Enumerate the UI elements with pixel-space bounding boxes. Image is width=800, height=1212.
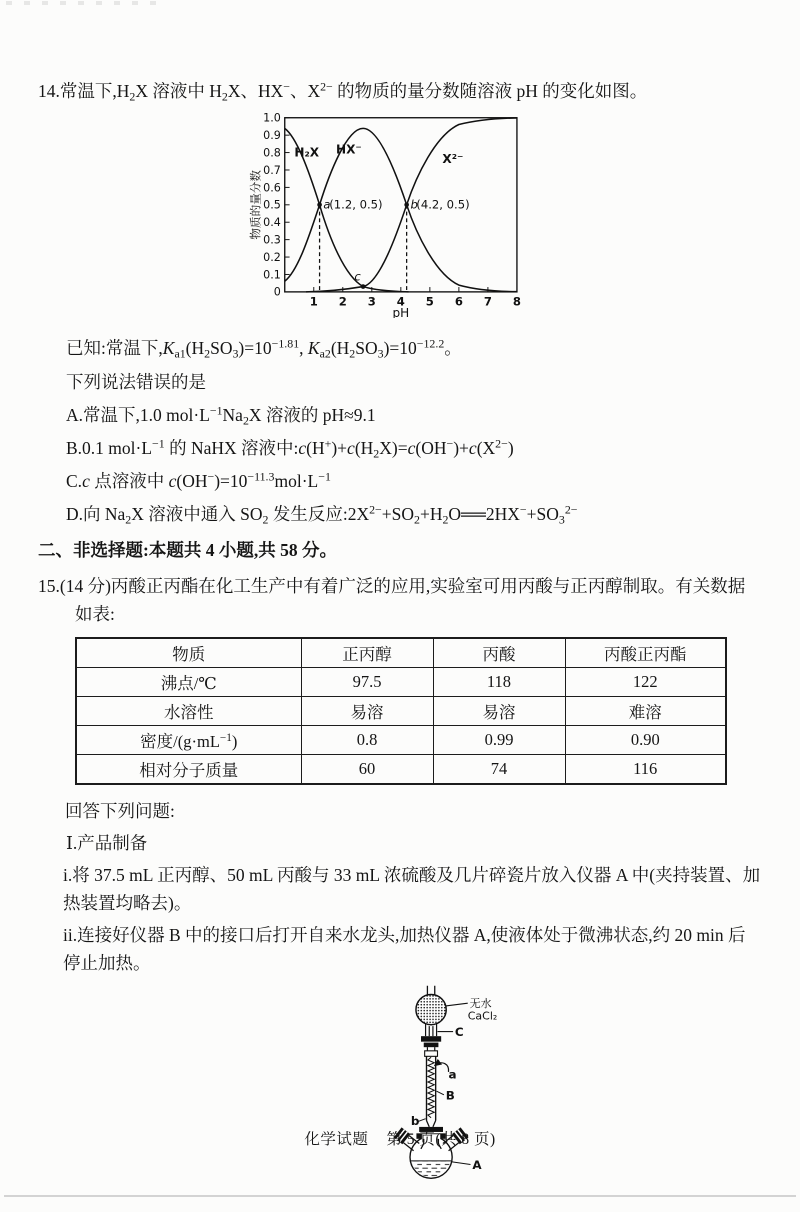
q15-part1-title: Ⅰ.产品制备 <box>66 833 148 853</box>
point-annotations <box>323 198 469 284</box>
footer-page-number: 第 5 页(共 8 页) <box>386 1131 496 1148</box>
y-tick-labels <box>263 112 281 299</box>
leader-b-tube <box>437 1091 444 1095</box>
y-ticks <box>285 118 290 275</box>
cell-sol-ester: 难溶 <box>565 697 726 726</box>
page-footer <box>0 1127 800 1149</box>
cell-sol-propanol: 易溶 <box>301 697 433 726</box>
q14-option-b: B.0.1 $mol\cdot L^{-1}$ 的 NaHX 溶液中$:c(H^+)+c(H_2X)=c(OH^-)+c(X^{2-})$ <box>66 436 514 461</box>
q15-stem: 15.(14 分)丙酸正丙酯在化工生产中有着广泛的应用,实验室可用丙酸与正丙醇制取。有关数据如表: <box>38 576 746 624</box>
cell-density-label: 密度$/(g\cdot mL^{-1})$ <box>76 726 301 755</box>
cell-density-propanol: 0.8 <box>301 726 433 755</box>
svg-text:8: 8 <box>512 294 521 309</box>
svg-text:0.1: 0.1 <box>263 268 281 282</box>
label-x2: X²⁻ <box>442 152 464 167</box>
joint-neck <box>427 1047 434 1051</box>
label-port-a: a <box>448 1067 457 1082</box>
section2-header: 二、非选择题:本题共 4 小题,共 58 分。 <box>38 540 337 560</box>
q14-option-a: A.常温下,1.0 $mol\cdot L^{-1}Na_2X$ 溶液的 pH≈9.1 <box>66 403 376 428</box>
q14-known: 已知:常温下$,K_{a1}(H_2SO_3)=10^{-1.81}$, $K_{a2}(H_2SO_3)=10^{-12.2}$。 <box>66 336 462 361</box>
svg-text:(4.2, 0.5): (4.2, 0.5) <box>416 197 470 212</box>
label-flask-a: A <box>472 1158 482 1173</box>
cell-mm-ester: 116 <box>565 755 726 785</box>
svg-text:(1.2, 0.5): (1.2, 0.5) <box>329 197 383 212</box>
label-c: C <box>454 1025 464 1040</box>
svg-text:0.5: 0.5 <box>263 198 281 212</box>
svg-text:0.7: 0.7 <box>263 163 281 177</box>
condenser-spiral <box>428 1057 434 1118</box>
condenser-taper <box>427 1121 436 1127</box>
cell-density-ester: 0.90 <box>565 726 726 755</box>
q15-step-ii: ii.连接好仪器 B 中的接口后打开自来水龙头,加热仪器 A,使液体处于微沸状态,约 20 min 后停止加热。 <box>63 925 746 973</box>
drying-ball <box>416 994 446 1024</box>
header-propanol: 正丙醇 <box>301 638 433 668</box>
table-row-density <box>76 726 726 755</box>
drying-agent-label-2: CaCl₂ <box>467 1009 498 1023</box>
scan-artifact <box>6 1 156 5</box>
svg-text:b: b <box>410 197 418 212</box>
svg-text:1: 1 <box>309 294 318 309</box>
cell-bp-acid: 118 <box>433 668 565 697</box>
q15-step-i: i.将 37.5 mL 正丙醇、50 mL 丙酸与 33 mL 浓硫酸及几片碎瓷片放入仪器 A 中(夹持装置、加热装置均略去)。 <box>63 865 761 913</box>
svg-text:4: 4 <box>396 294 405 309</box>
cell-sol-label: 水溶性 <box>76 697 301 726</box>
svg-text:0.3: 0.3 <box>263 233 281 247</box>
svg-text:0.2: 0.2 <box>263 250 281 264</box>
point-a <box>317 202 322 207</box>
cell-mm-acid: 74 <box>433 755 565 785</box>
svg-text:a: a <box>323 197 331 212</box>
q15-data-table <box>75 637 727 785</box>
label-h2x: H₂X <box>294 145 320 160</box>
joint-collar <box>425 1051 438 1057</box>
header-ester: 丙酸正丙酯 <box>565 638 726 668</box>
apparatus-diagram <box>376 983 762 1186</box>
cell-mm-label: 相对分子质量 <box>76 755 301 785</box>
arrow-port-a <box>435 1063 449 1072</box>
svg-text:c: c <box>354 269 361 284</box>
table-row-solubility <box>76 697 726 726</box>
label-port-b: b <box>410 1114 420 1129</box>
svg-text:0.9: 0.9 <box>263 129 281 143</box>
label-b-tube: B <box>445 1088 455 1103</box>
scan-edge-line <box>4 1195 796 1197</box>
svg-text:0.4: 0.4 <box>263 216 281 230</box>
stopper-band-top1 <box>421 1036 441 1042</box>
cell-bp-label: 沸点/℃ <box>76 668 301 697</box>
table-header-row <box>76 638 726 668</box>
svg-text:1.0: 1.0 <box>263 111 281 125</box>
q14-prompt: 下列说法错误的是 <box>66 372 206 392</box>
apparatus-svg <box>376 983 532 1181</box>
cell-bp-ester: 122 <box>565 668 726 697</box>
leader-flask-a <box>451 1162 470 1165</box>
svg-text:0.8: 0.8 <box>263 146 281 160</box>
q14-stem: 14.常温下$,H_2X$ 溶液中 $H_2X$、HX−、$X^{2-}$ 的物质的量分数随溶液 pH 的变化如图。 <box>38 79 648 104</box>
header-substance: 物质 <box>76 638 301 668</box>
svg-text:2: 2 <box>338 294 347 309</box>
q14-option-d: D.向 $Na_2X$ 溶液中通入 $SO_2$ 发生反应$:2X^{2-}+SO_2+H_2O══2HX^-+SO_3^{2-}$ <box>66 502 578 527</box>
q14-chart <box>246 110 762 323</box>
cell-density-acid: 0.99 <box>433 726 565 755</box>
cell-bp-propanol: 97.5 <box>301 668 433 697</box>
leader-drying-agent <box>446 1003 468 1006</box>
table-row-molar-mass <box>76 755 726 785</box>
svg-text:3: 3 <box>367 294 376 309</box>
drying-agent-label-1: 无水 <box>469 996 492 1010</box>
q15-answer-prompt: 回答下列问题: <box>65 801 175 821</box>
svg-text:0.6: 0.6 <box>263 181 281 195</box>
stopper-band-top2 <box>424 1043 439 1048</box>
label-hx: HX⁻ <box>336 142 362 157</box>
y-axis-label: 物质的量分数 <box>248 170 263 240</box>
cell-mm-propanol: 60 <box>301 755 433 785</box>
ph-fraction-chart <box>246 110 546 318</box>
table-row-boiling-point <box>76 668 726 697</box>
svg-text:0: 0 <box>273 285 281 299</box>
point-c <box>361 284 366 289</box>
x-axis-label: pH <box>392 306 410 318</box>
cell-sol-acid: 易溶 <box>433 697 565 726</box>
x-tick-labels <box>310 294 521 308</box>
header-propanoic-acid: 丙酸 <box>433 638 565 668</box>
footer-title: 化学试题 <box>304 1131 369 1148</box>
svg-text:5: 5 <box>425 294 434 309</box>
q14-option-c: C.c 点溶液中 $c(OH^-)=10^{-11.3}mol\cdot L^{-1}$ <box>66 469 331 491</box>
svg-text:6: 6 <box>454 294 463 309</box>
svg-text:7: 7 <box>483 294 492 309</box>
point-b <box>404 202 409 207</box>
